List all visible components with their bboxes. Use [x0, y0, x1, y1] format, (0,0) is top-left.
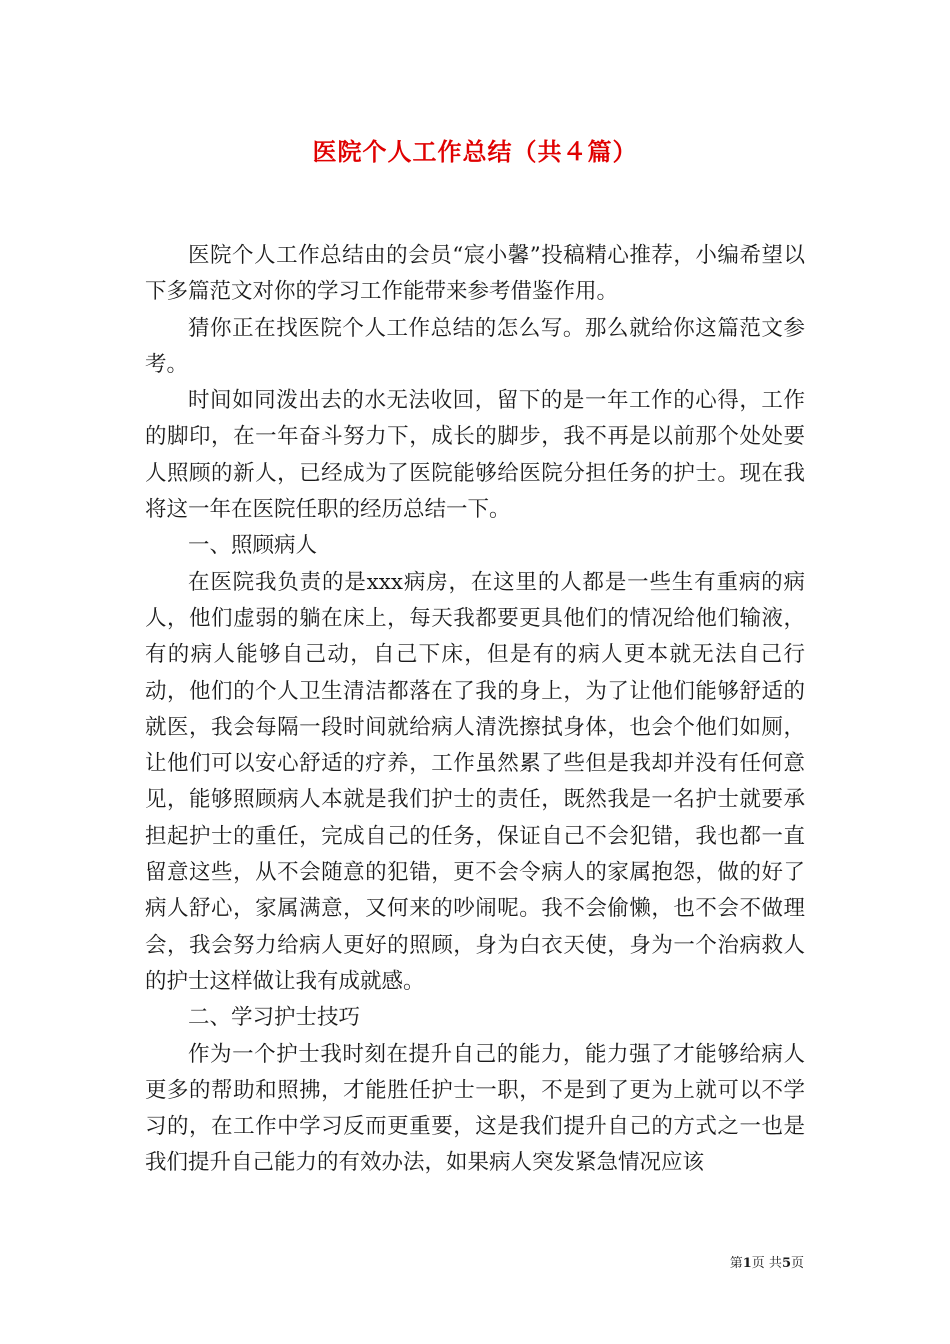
section-heading: 二、学习护士技巧: [188, 1005, 361, 1031]
page-number-footer: [730, 1252, 804, 1271]
intro-paragraph: 医院个人工作总结由的会员“宸小馨”投稿精心推荐，小编希望以下多篇范文对你的学习工作能带来参考借鉴作用。: [145, 243, 805, 305]
intro-paragraph: 猜你正在找医院个人工作总结的怎么写。那么就给你这篇范文参考。: [145, 315, 805, 377]
document-body: [145, 238, 805, 1182]
footer-middle: 页 共: [751, 1256, 782, 1271]
total-page-count: 5: [781, 1256, 791, 1271]
body-paragraph: 在医院我负责的是xxx病房，在这里的人都是一些生有重病的病人，他们虚弱的躺在床上，每天我都要更具他们的情况给他们输液，有的病人能够自己动，自己下床，但是有的病人更本就无法自己行动，他们的个人卫生清洁都落在了我的身上，为了让他们能够舒适的就医，我会每隔一段时间就给病人清洗擦拭身体，也会个他们如厕，让他们可以安心舒适的疗养，工作虽然累了些但是我却并没有任何意见，能够照顾病人本就是我们护士的责任，既然我是一名护士就要承担起护士的重任，完成自己的任务，保证自己不会犯错，我也都一直留意这些，从不会随意的犯错，更不会令病人的家属抱怨，做的好了病人舒心，家属满意，又何来的吵闹呢。我不会偷懒，也不会不做理会，我会努力给病人更好的照顾，身为白衣天使，身为一个治病救人的护士这样做让我有成就感。: [145, 569, 805, 994]
body-paragraph: 作为一个护士我时刻在提升自己的能力，能力强了才能够给病人更多的帮助和照拂，才能胜任护士一职，不是到了更为上就可以不学习的，在工作中学习反而更重要，这是我们提升自己的方式之一也是我们提升自己能力的有效办法，如果病人突发紧急情况应该: [145, 1041, 805, 1176]
section-heading: 一、照顾病人: [188, 533, 318, 559]
footer-suffix: 页: [790, 1256, 804, 1271]
document-title: 医院个人工作总结（共４篇）: [312, 137, 638, 166]
footer-prefix: 第: [729, 1256, 743, 1271]
body-paragraph: 时间如同泼出去的水无法收回，留下的是一年工作的心得，工作的脚印，在一年奋斗努力下，成长的脚步，我不再是以前那个处处要人照顾的新人，已经成为了医院能够给医院分担任务的护士。现在我将这一年在医院任职的经历总结一下。: [145, 388, 805, 523]
current-page-number: 1: [742, 1256, 752, 1271]
